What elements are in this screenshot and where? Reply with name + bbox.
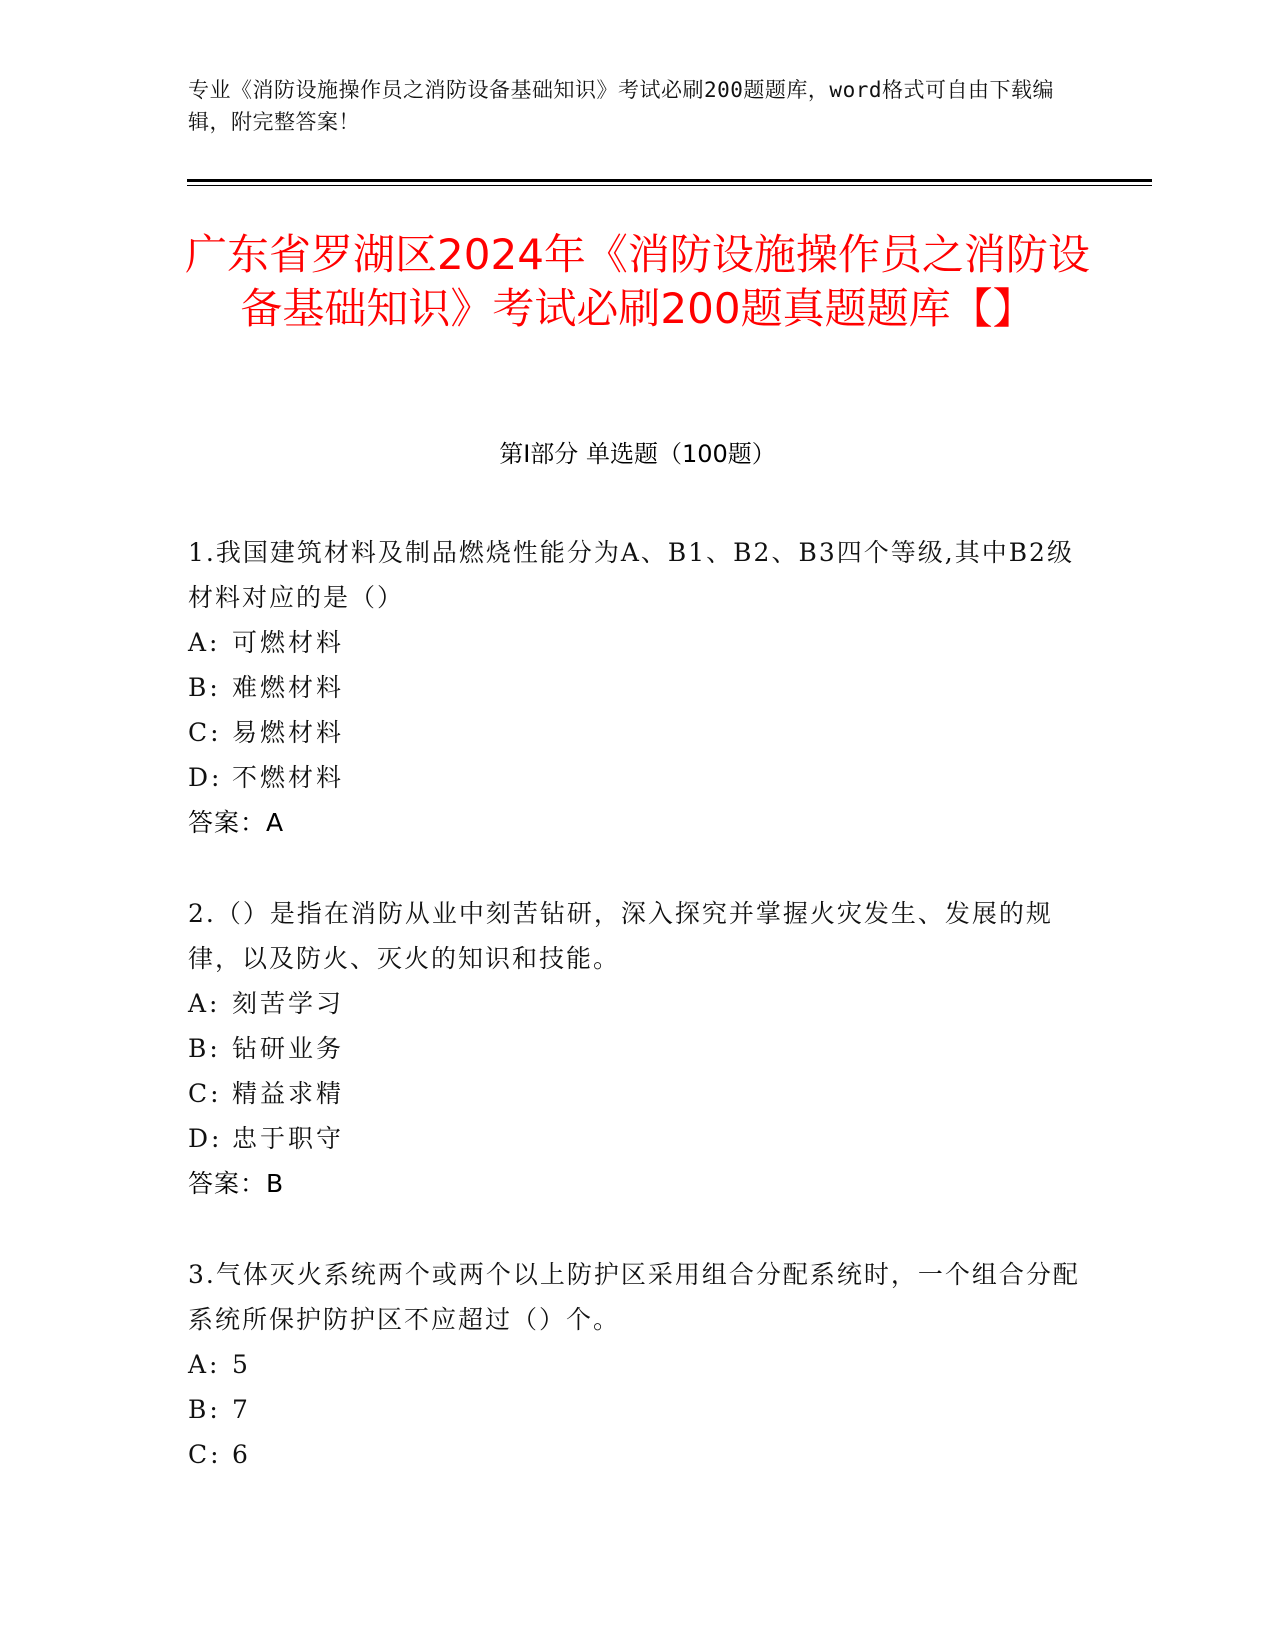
option-text: 5 bbox=[232, 1350, 251, 1379]
option-c bbox=[188, 710, 1088, 755]
option-key: B: bbox=[188, 1395, 221, 1424]
option-c bbox=[188, 1432, 1088, 1477]
option-a bbox=[188, 620, 1088, 665]
option-text: 精益求精 bbox=[232, 1079, 345, 1108]
question-list bbox=[188, 530, 1088, 1523]
document-title: 广东省罗湖区2024年《消防设施操作员之消防设备基础知识》考试必刷200题真题题库【】 bbox=[185, 230, 1090, 333]
option-key: D: bbox=[188, 1124, 223, 1153]
option-key: B: bbox=[188, 1034, 221, 1063]
option-text: 6 bbox=[232, 1440, 251, 1469]
option-key: A: bbox=[188, 989, 221, 1018]
section-title: 第I部分 单选题（100题） bbox=[499, 440, 776, 468]
option-b bbox=[188, 1026, 1088, 1071]
option-text: 难燃材料 bbox=[232, 673, 345, 702]
option-c bbox=[188, 1071, 1088, 1116]
option-d bbox=[188, 1116, 1088, 1161]
option-key: C: bbox=[188, 1079, 222, 1108]
question-1 bbox=[188, 530, 1088, 845]
option-key: A: bbox=[188, 628, 221, 657]
question-stem: 1.我国建筑材料及制品燃烧性能分为A、B1、B2、B3四个等级,其中B2级材料对应的是（） bbox=[188, 538, 1074, 612]
question-stem: 2.（）是指在消防从业中刻苦钻研，深入探究并掌握火灾发生、发展的规律，以及防火、灭火的知识和技能。 bbox=[188, 899, 1053, 973]
header-divider-thick bbox=[187, 179, 1152, 182]
option-b bbox=[188, 665, 1088, 710]
option-d bbox=[188, 755, 1088, 800]
header-note: 专业《消防设施操作员之消防设备基础知识》考试必刷200题题库，word格式可自由下载编辑，附完整答案！ bbox=[188, 78, 1054, 134]
option-text: 不燃材料 bbox=[232, 763, 345, 792]
option-key: C: bbox=[188, 718, 222, 747]
option-key: D: bbox=[188, 763, 223, 792]
option-text: 7 bbox=[232, 1395, 251, 1424]
answer: 答案：A bbox=[188, 808, 285, 837]
option-key: B: bbox=[188, 673, 221, 702]
option-text: 可燃材料 bbox=[232, 628, 345, 657]
option-b bbox=[188, 1387, 1088, 1432]
question-stem: 3.气体灭火系统两个或两个以上防护区采用组合分配系统时，一个组合分配系统所保护防护区不应超过（）个。 bbox=[188, 1260, 1080, 1334]
option-text: 易燃材料 bbox=[232, 718, 345, 747]
header-divider-thin bbox=[187, 185, 1152, 186]
option-text: 忠于职守 bbox=[232, 1124, 345, 1153]
option-a bbox=[188, 981, 1088, 1026]
answer: 答案：B bbox=[188, 1169, 285, 1198]
option-a bbox=[188, 1342, 1088, 1387]
question-2 bbox=[188, 891, 1088, 1206]
option-text: 刻苦学习 bbox=[232, 989, 345, 1018]
question-3 bbox=[188, 1252, 1088, 1477]
option-key: C: bbox=[188, 1440, 222, 1469]
option-text: 钻研业务 bbox=[232, 1034, 345, 1063]
option-key: A: bbox=[188, 1350, 221, 1379]
